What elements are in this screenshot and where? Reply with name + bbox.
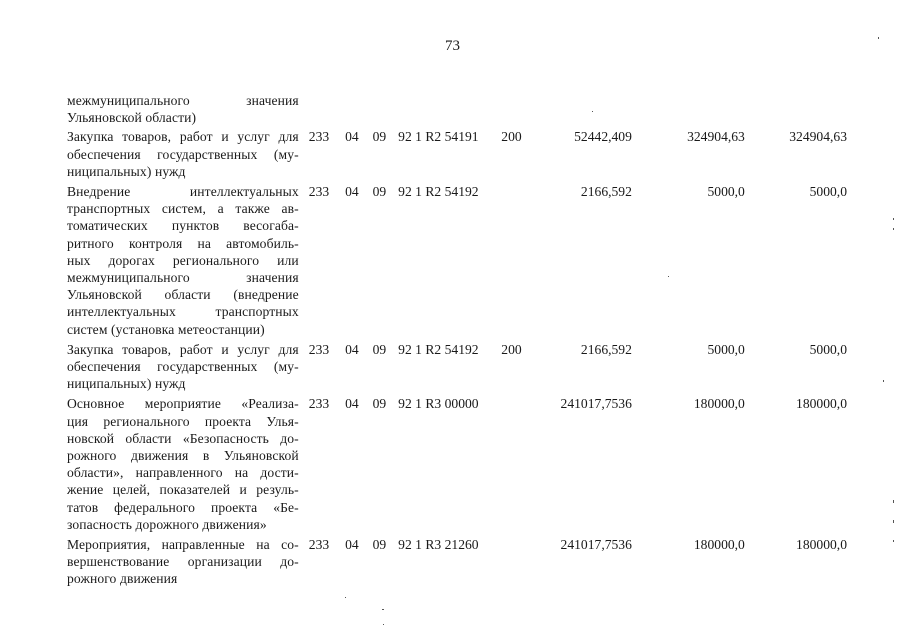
- description-line: ритного контроля на автомобиль-: [67, 235, 299, 251]
- description-line: Ульяновской области (внедрение: [67, 287, 299, 303]
- amount-3-cell: 180000,0: [796, 396, 847, 412]
- description-cell: [67, 536, 299, 588]
- table-row: [67, 128, 847, 180]
- scan-speck: [345, 597, 346, 598]
- description-line: татов федерального проекта «Бе-: [67, 499, 299, 515]
- description-line: Закупка товаров, работ и услуг для: [67, 341, 299, 357]
- department-code-cell: 233: [308, 537, 330, 553]
- amount-1-cell: 241017,7536: [560, 396, 632, 412]
- amount-3-cell: 324904,63: [789, 129, 847, 145]
- amount-2-cell: 180000,0: [693, 537, 745, 553]
- amount-2-cell: 5000,0: [707, 184, 745, 200]
- table-row: [67, 536, 847, 588]
- expense-type-cell: 200: [501, 341, 522, 357]
- subsection-code-cell: 09: [372, 184, 387, 200]
- description-line: зопасность дорожного движения»: [67, 516, 267, 532]
- scan-speck: [382, 609, 384, 610]
- target-article-cell: 92 1 R3 21260: [398, 537, 479, 553]
- scan-speck: [893, 218, 894, 220]
- department-code-cell: 233: [308, 341, 330, 357]
- description-line: томатических пунктов весогаба-: [67, 218, 299, 234]
- scan-speck: [883, 380, 884, 382]
- description-line: рожного движения в Ульяновской: [67, 448, 299, 464]
- budget-table: [67, 92, 847, 591]
- description-line: Внедрение интеллектуальных: [67, 184, 299, 200]
- description-line: рожного движения: [67, 571, 178, 587]
- scan-speck: [893, 500, 894, 503]
- section-code-cell: 04: [345, 184, 359, 200]
- description-line: Мероприятия, направленные на со-: [67, 537, 299, 553]
- amount-1-cell: 241017,7536: [560, 537, 632, 553]
- description-line: интеллектуальных транспортных: [67, 304, 299, 320]
- description-line: ных дорогах регионального или: [67, 252, 299, 268]
- amount-1-cell: 52442,409: [574, 129, 632, 145]
- subsection-code-cell: 09: [372, 341, 387, 357]
- section-code-cell: 04: [345, 129, 359, 145]
- section-code-cell: 04: [345, 341, 359, 357]
- description-cell: [67, 128, 299, 180]
- target-article-cell: 92 1 R3 00000: [398, 396, 479, 412]
- table-row: [67, 183, 847, 338]
- amount-1-cell: 2166,592: [580, 341, 632, 357]
- scan-speck: [878, 37, 879, 39]
- table-row: [67, 92, 847, 126]
- scan-speck: [893, 520, 894, 523]
- description-line: обеспечения государственных (му-: [67, 146, 299, 162]
- section-code-cell: 04: [345, 396, 359, 412]
- description-line: межмуниципального значения: [67, 270, 299, 286]
- department-code-cell: 233: [308, 184, 330, 200]
- description-cell: [67, 92, 299, 126]
- description-line: области», направленного на дости-: [67, 465, 299, 481]
- table-row: [67, 341, 847, 393]
- description-line: Ульяновской области): [67, 110, 197, 126]
- page-number: 73: [445, 38, 460, 54]
- scan-speck: [893, 228, 894, 230]
- amount-3-cell: 5000,0: [809, 184, 847, 200]
- description-line: межмуниципального значения: [67, 93, 299, 108]
- subsection-code-cell: 09: [372, 129, 387, 145]
- expense-type-cell: 200: [501, 129, 522, 145]
- scan-speck: [592, 111, 593, 112]
- scan-speck: [893, 540, 894, 542]
- subsection-code-cell: 09: [372, 396, 387, 412]
- department-code-cell: 233: [308, 396, 330, 412]
- description-line: вершенствование организации до-: [67, 554, 299, 570]
- amount-2-cell: 324904,63: [687, 129, 745, 145]
- scan-speck: [383, 624, 384, 625]
- description-line: ниципальных) нужд: [67, 376, 186, 392]
- description-cell: [67, 341, 299, 393]
- description-line: Закупка товаров, работ и услуг для: [67, 129, 299, 145]
- description-line: новской области «Безопасность до-: [67, 430, 299, 446]
- description-line: жение целей, показателей и резуль-: [67, 482, 299, 498]
- target-article-cell: 92 1 R2 54192: [398, 341, 479, 357]
- amount-2-cell: 5000,0: [707, 341, 745, 357]
- description-line: транспортных систем, а также ав-: [67, 201, 299, 217]
- department-code-cell: 233: [308, 129, 330, 145]
- amount-1-cell: 2166,592: [580, 184, 632, 200]
- description-line: ция регионального проекта Улья-: [67, 413, 299, 429]
- amount-3-cell: 5000,0: [809, 341, 847, 357]
- target-article-cell: 92 1 R2 54192: [398, 184, 479, 200]
- description-line: ниципальных) нужд: [67, 163, 186, 179]
- description-cell: [67, 183, 299, 338]
- table-row: [67, 395, 847, 533]
- description-cell: [67, 395, 299, 533]
- scan-speck: [668, 276, 669, 277]
- description-line: обеспечения государственных (му-: [67, 359, 299, 375]
- subsection-code-cell: 09: [372, 537, 387, 553]
- target-article-cell: 92 1 R2 54191: [398, 129, 479, 145]
- description-line: Основное мероприятие «Реализа-: [67, 396, 299, 412]
- amount-2-cell: 180000,0: [693, 396, 745, 412]
- section-code-cell: 04: [345, 537, 359, 553]
- description-line: систем (установка метеостанции): [67, 321, 265, 337]
- amount-3-cell: 180000,0: [796, 537, 847, 553]
